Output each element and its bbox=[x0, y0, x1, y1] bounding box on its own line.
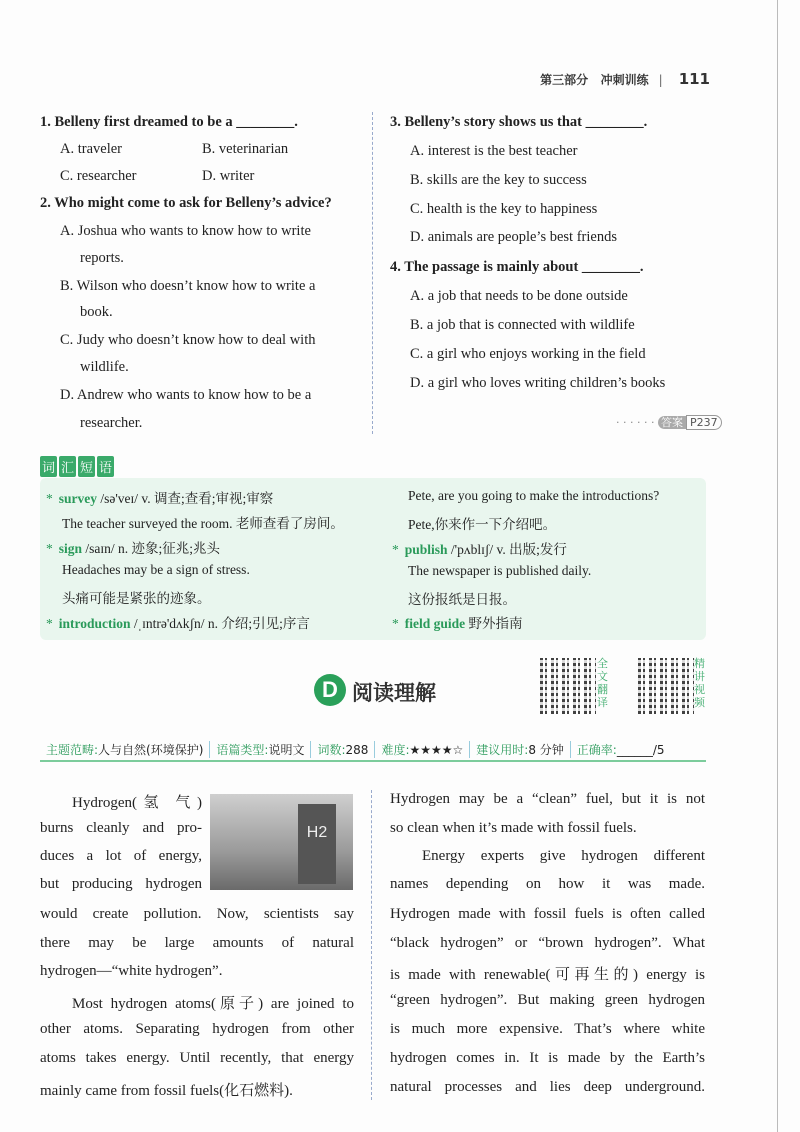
section-title: 阅读理解 bbox=[352, 681, 436, 705]
page-number: 111 bbox=[678, 70, 710, 88]
info-key: 正确率: bbox=[576, 742, 617, 757]
passage-line: “black hydrogen” or “brown hydrogen”. What bbox=[390, 935, 705, 951]
q1-option-c: C. researcher bbox=[60, 168, 137, 184]
hydrogen-station-photo bbox=[210, 794, 353, 890]
q2-line: A. Joshua who wants to know how to write bbox=[60, 223, 311, 239]
label-char: 精 bbox=[694, 657, 705, 670]
label-char: 译 bbox=[597, 696, 608, 709]
vocab-heading bbox=[40, 456, 114, 477]
q1-option-d: D. writer bbox=[202, 168, 255, 184]
q3-option-b: B. skills are the key to success bbox=[410, 172, 587, 188]
label-char: 视 bbox=[694, 683, 705, 696]
info-value: 说明文 bbox=[268, 742, 305, 757]
info-type bbox=[210, 741, 311, 758]
q4-option-d: D. a girl who loves writing children’s books bbox=[410, 375, 666, 391]
passage-line: duces a lot of energy, bbox=[40, 848, 202, 864]
vocab-title-char: 词 bbox=[40, 456, 57, 477]
passage-line: but producing hydrogen bbox=[40, 876, 202, 892]
vocab-entry-survey bbox=[46, 487, 273, 507]
vocab-definition: /sə'veɪ/ v. 调查;查看;审视;审察 bbox=[97, 491, 274, 506]
info-accuracy bbox=[571, 741, 671, 758]
vocab-example: 头痛可能是紧张的迹象。 bbox=[62, 591, 211, 606]
info-key: 语篇类型: bbox=[216, 742, 269, 757]
vocab-word: publish bbox=[404, 542, 448, 557]
passage-line: is made with renewable(可再生的) energy is bbox=[390, 967, 705, 983]
label-char: 文 bbox=[597, 670, 608, 683]
star-bullet: * bbox=[46, 616, 53, 631]
vocab-entry-introduction bbox=[46, 612, 310, 632]
q2-line: reports. bbox=[80, 250, 124, 266]
vocab-example: The teacher surveyed the room. 老师查看了房间。 bbox=[62, 516, 344, 531]
info-value: ______/5 bbox=[616, 742, 665, 757]
question-4: 4. The passage is mainly about ________. bbox=[390, 259, 644, 275]
passage-line: other atoms. Separating hydrogen from other bbox=[40, 1021, 354, 1037]
vocab-definition: /'pʌblɪʃ/ v. 出版;发行 bbox=[447, 542, 567, 557]
qr-code-translation[interactable] bbox=[540, 658, 596, 714]
q4-option-a: A. a job that needs to be done outside bbox=[410, 288, 628, 304]
passage-line: Hydrogen made with fossil fuels is often called bbox=[390, 906, 705, 922]
passage-line: natural processes and lies deep underground. bbox=[390, 1079, 705, 1095]
vocab-entry-sign bbox=[46, 537, 220, 557]
passage-line: so clean when it’s made with fossil fuels. bbox=[390, 820, 637, 836]
vocab-title-char: 短 bbox=[78, 456, 95, 477]
passage-line: burns cleanly and pro- bbox=[40, 820, 202, 836]
passage-line: Energy experts give hydrogen different bbox=[422, 848, 705, 864]
passage-line: hydrogen—“white hydrogen”. bbox=[40, 963, 223, 979]
q4-option-b: B. a job that is connected with wildlife bbox=[410, 317, 635, 333]
dots: · · · · · · bbox=[616, 416, 655, 429]
vocab-word: introduction bbox=[58, 616, 131, 631]
q3-option-a: A. interest is the best teacher bbox=[410, 143, 578, 159]
passage-line: hydrogen comes in. It is made by the Earth’s bbox=[390, 1050, 705, 1066]
page-edge bbox=[777, 0, 778, 1132]
passage-line: Most hydrogen atoms(原子) are joined to bbox=[72, 996, 354, 1012]
answer-page: P237 bbox=[686, 415, 722, 430]
answer-label: 答案 bbox=[658, 416, 686, 429]
passage-line: atoms takes energy. Until recently, that energy bbox=[40, 1050, 354, 1066]
passage-line: mainly came from fossil fuels(化石燃料). bbox=[40, 1083, 293, 1099]
star-bullet: * bbox=[46, 541, 53, 556]
passage-info-bar bbox=[40, 738, 706, 762]
header-section: 第三部分 bbox=[540, 73, 589, 87]
info-key: 词数: bbox=[317, 742, 346, 757]
info-value: 8 分钟 bbox=[528, 742, 564, 757]
running-header: 第三部分 冲刺训练 | 111 bbox=[540, 70, 710, 88]
vocab-example: Headaches may be a sign of stress. bbox=[62, 562, 250, 577]
star-bullet: * bbox=[46, 491, 53, 506]
q2-line: book. bbox=[80, 304, 113, 320]
q4-option-c: C. a girl who enjoys working in the field bbox=[410, 346, 646, 362]
question-2: 2. Who might come to ask for Belleny’s advice? bbox=[40, 195, 332, 211]
passage-line: names depending on how it was made. bbox=[390, 876, 705, 892]
q2-line: B. Wilson who doesn’t know how to write a bbox=[60, 278, 316, 294]
section-letter-badge: D bbox=[314, 674, 346, 706]
q1-option-a: A. traveler bbox=[60, 141, 122, 157]
header-subsection: 冲刺训练 bbox=[600, 73, 649, 87]
info-time bbox=[470, 741, 571, 758]
vocab-title-char: 汇 bbox=[59, 456, 76, 477]
vocab-example: 这份报纸是日报。 bbox=[408, 592, 516, 607]
vocab-example: Pete,你来作一下介绍吧。 bbox=[408, 517, 557, 532]
info-value: 人与自然(环境保护) bbox=[98, 742, 204, 757]
qr-label-video bbox=[694, 657, 706, 709]
star-bullet: * bbox=[392, 616, 399, 631]
vocab-word: field guide bbox=[404, 616, 466, 631]
h2-sign: H2 bbox=[298, 804, 336, 884]
qr-code-video[interactable] bbox=[638, 658, 694, 714]
info-key: 难度: bbox=[381, 742, 410, 757]
vocab-example: The newspaper is published daily. bbox=[408, 563, 592, 578]
passage-line: “green hydrogen”. But making green hydrogen bbox=[390, 992, 705, 1008]
qr-label-translation bbox=[597, 657, 609, 709]
vocab-example: Pete, are you going to make the introductions? bbox=[408, 488, 660, 503]
q3-option-d: D. animals are people’s best friends bbox=[410, 229, 617, 245]
vocab-word: survey bbox=[58, 491, 97, 506]
info-key: 主题范畴: bbox=[46, 742, 99, 757]
info-value: 288 bbox=[345, 742, 369, 757]
label-char: 翻 bbox=[597, 683, 608, 696]
vocab-entry-publish bbox=[392, 538, 567, 558]
passage-line: would create pollution. Now, scientists say bbox=[40, 906, 354, 922]
info-key: 建议用时: bbox=[476, 742, 529, 757]
q2-line: D. Andrew who wants to know how to be a bbox=[60, 387, 312, 403]
passage-line: there may be large amounts of natural bbox=[40, 935, 354, 951]
vocab-entry-field-guide bbox=[392, 612, 523, 632]
info-value: ★★★★☆ bbox=[409, 742, 464, 757]
vocab-definition: /saɪn/ n. 迹象;征兆;兆头 bbox=[82, 541, 221, 556]
q1-option-b: B. veterinarian bbox=[202, 141, 289, 157]
q3-option-c: C. health is the key to happiness bbox=[410, 201, 598, 217]
question-3: 3. Belleny’s story shows us that ________. bbox=[390, 114, 648, 130]
q2-line: researcher. bbox=[80, 415, 143, 431]
question-1: 1. Belleny first dreamed to be a ________. bbox=[40, 114, 298, 130]
passage-line: Hydrogen(氢 气) bbox=[72, 795, 202, 811]
star-bullet: * bbox=[392, 542, 399, 557]
label-char: 全 bbox=[597, 657, 608, 670]
column-divider bbox=[372, 112, 373, 434]
vocab-definition: 野外指南 bbox=[465, 616, 523, 631]
vocab-title-char: 语 bbox=[97, 456, 114, 477]
q2-line: C. Judy who doesn’t know how to deal with bbox=[60, 332, 316, 348]
label-char: 频 bbox=[694, 696, 705, 709]
passage-line: Hydrogen may be a “clean” fuel, but it is not bbox=[390, 791, 705, 807]
vocab-word: sign bbox=[58, 541, 83, 556]
info-words bbox=[311, 741, 375, 758]
label-char: 讲 bbox=[694, 670, 705, 683]
column-divider bbox=[371, 790, 372, 1100]
info-theme bbox=[40, 741, 210, 758]
passage-line: is much more expensive. That’s where white bbox=[390, 1021, 705, 1037]
q2-line: wildlife. bbox=[80, 359, 129, 375]
info-difficulty bbox=[375, 741, 470, 758]
answer-reference bbox=[616, 414, 722, 430]
vocab-definition: /ˌɪntrə'dʌkʃn/ n. 介绍;引见;序言 bbox=[130, 616, 310, 631]
